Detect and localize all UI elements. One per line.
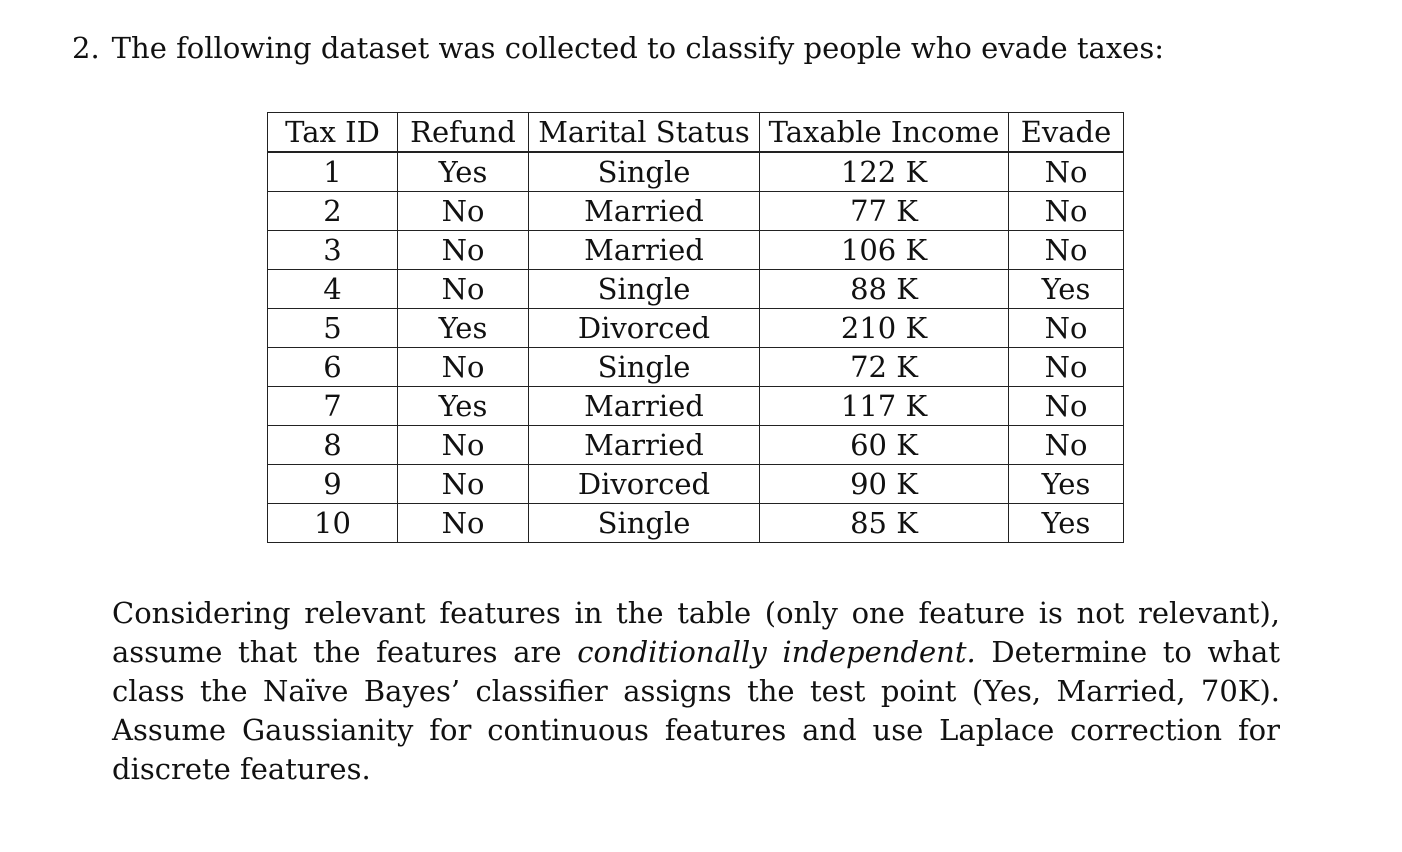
description-text-part1: Considering relevant features in the table (only one feature is not relevant), assume that the features are [112, 596, 1280, 669]
cell-refund: No [398, 426, 529, 465]
cell-marital-status: Married [529, 426, 760, 465]
cell-refund: No [398, 348, 529, 387]
cell-tax-id: 9 [268, 465, 398, 504]
cell-tax-id: 3 [268, 231, 398, 270]
cell-tax-id: 6 [268, 348, 398, 387]
problem-description [112, 594, 1280, 789]
header-taxable-income: Taxable Income [760, 113, 1009, 153]
cell-evade: No [1009, 152, 1124, 192]
cell-evade: No [1009, 192, 1124, 231]
cell-marital-status: Married [529, 231, 760, 270]
cell-tax-id: 7 [268, 387, 398, 426]
table-row [268, 348, 1124, 387]
cell-tax-id: 8 [268, 426, 398, 465]
table-row [268, 152, 1124, 192]
cell-taxable-income: 85 K [760, 504, 1009, 543]
cell-refund: Yes [398, 152, 529, 192]
cell-taxable-income: 88 K [760, 270, 1009, 309]
cell-evade: Yes [1009, 504, 1124, 543]
cell-marital-status: Single [529, 152, 760, 192]
cell-tax-id: 2 [268, 192, 398, 231]
cell-tax-id: 5 [268, 309, 398, 348]
cell-evade: No [1009, 387, 1124, 426]
tax-dataset-table [267, 112, 1124, 543]
cell-refund: No [398, 192, 529, 231]
cell-tax-id: 10 [268, 504, 398, 543]
cell-marital-status: Divorced [529, 465, 760, 504]
cell-evade: No [1009, 231, 1124, 270]
cell-marital-status: Divorced [529, 309, 760, 348]
cell-marital-status: Single [529, 270, 760, 309]
cell-taxable-income: 117 K [760, 387, 1009, 426]
table-row [268, 465, 1124, 504]
cell-evade: No [1009, 348, 1124, 387]
cell-taxable-income: 60 K [760, 426, 1009, 465]
table-row [268, 426, 1124, 465]
cell-tax-id: 1 [268, 152, 398, 192]
description-emphasis: conditionally independent. [577, 635, 976, 669]
table-header-row [268, 113, 1124, 153]
table-row [268, 504, 1124, 543]
cell-evade: Yes [1009, 465, 1124, 504]
table-row [268, 387, 1124, 426]
table-body [268, 152, 1124, 543]
cell-taxable-income: 106 K [760, 231, 1009, 270]
cell-taxable-income: 72 K [760, 348, 1009, 387]
cell-marital-status: Married [529, 387, 760, 426]
cell-tax-id: 4 [268, 270, 398, 309]
table-row [268, 270, 1124, 309]
problem-heading [72, 28, 1164, 68]
cell-evade: No [1009, 309, 1124, 348]
cell-taxable-income: 122 K [760, 152, 1009, 192]
cell-taxable-income: 90 K [760, 465, 1009, 504]
table-row [268, 192, 1124, 231]
header-marital-status: Marital Status [529, 113, 760, 153]
table-row [268, 231, 1124, 270]
cell-refund: No [398, 231, 529, 270]
cell-marital-status: Married [529, 192, 760, 231]
header-refund: Refund [398, 113, 529, 153]
cell-refund: No [398, 465, 529, 504]
cell-refund: No [398, 504, 529, 543]
cell-marital-status: Single [529, 504, 760, 543]
problem-number: 2. [72, 31, 100, 65]
description-text-part2: Determine to what class the Naïve Bayes’ classifier assigns the test point (Yes, Married, 70K). Assume Gaussianity for continuous features and use Laplace correction for discrete features. [112, 635, 1280, 786]
cell-refund: Yes [398, 309, 529, 348]
cell-refund: No [398, 270, 529, 309]
header-tax-id: Tax ID [268, 113, 398, 153]
header-evade: Evade [1009, 113, 1124, 153]
cell-evade: No [1009, 426, 1124, 465]
table-row [268, 309, 1124, 348]
cell-evade: Yes [1009, 270, 1124, 309]
cell-marital-status: Single [529, 348, 760, 387]
problem-heading-text: The following dataset was collected to classify people who evade taxes: [111, 31, 1164, 65]
cell-refund: Yes [398, 387, 529, 426]
cell-taxable-income: 210 K [760, 309, 1009, 348]
cell-taxable-income: 77 K [760, 192, 1009, 231]
